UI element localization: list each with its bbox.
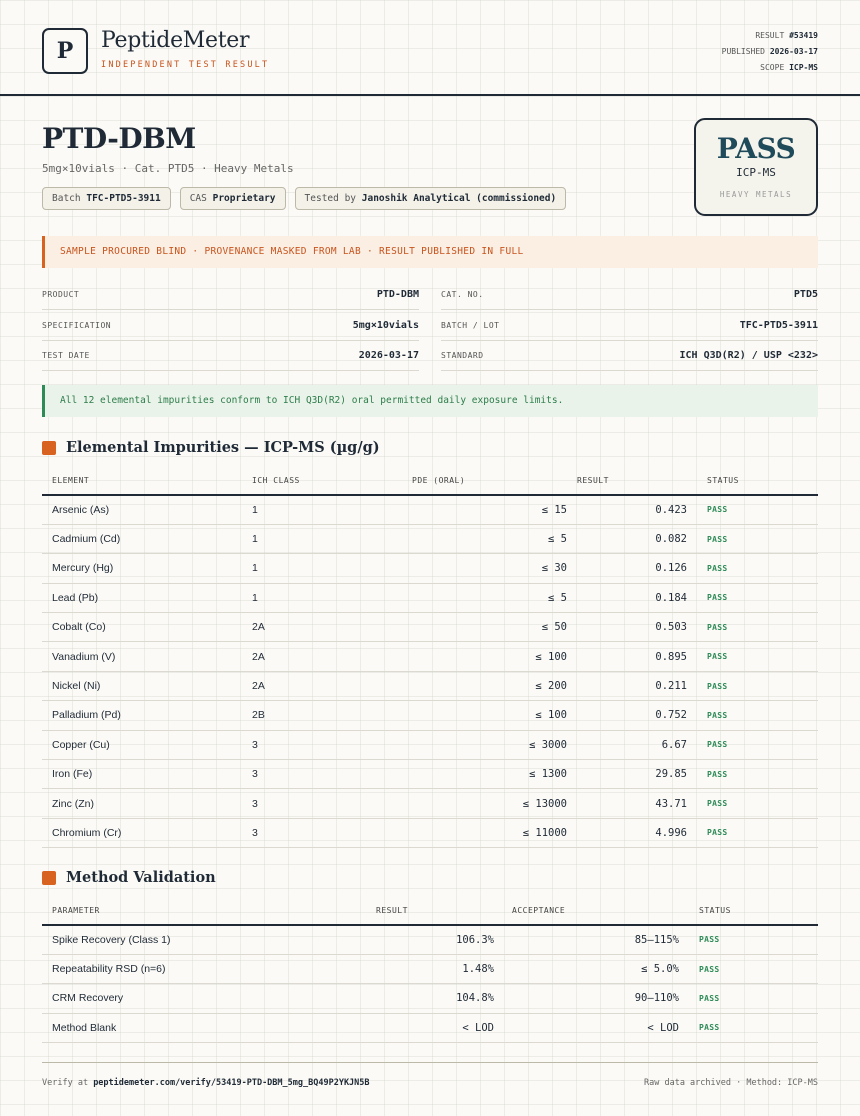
acceptance-cell: 85–115% bbox=[494, 925, 679, 954]
table-row bbox=[42, 583, 818, 612]
status-cell: PASS bbox=[687, 730, 818, 759]
validation-heading bbox=[42, 869, 216, 886]
pass-badge bbox=[694, 118, 818, 216]
detail-label: CAT. NO. bbox=[441, 290, 484, 299]
result-cell: 106.3% bbox=[364, 925, 494, 954]
parameter-cell: Method Blank bbox=[42, 1013, 364, 1042]
table-row bbox=[42, 1013, 818, 1042]
result-cell: 29.85 bbox=[567, 760, 687, 789]
section-title: Elemental Impurities — ICP-MS (µg/g) bbox=[66, 439, 380, 456]
element-cell: Mercury (Hg) bbox=[42, 554, 242, 583]
result-cell: 43.71 bbox=[567, 789, 687, 818]
acceptance-cell: ≤ 5.0% bbox=[494, 954, 679, 983]
pde-cell: ≤ 1300 bbox=[402, 760, 567, 789]
table-header-row bbox=[42, 896, 818, 925]
table-row bbox=[42, 789, 818, 818]
ich-class-cell: 2B bbox=[242, 701, 402, 730]
scope-value: ICP-MS bbox=[789, 63, 818, 72]
result-cell: 4.996 bbox=[567, 818, 687, 847]
section-marker-icon bbox=[42, 441, 56, 455]
conformance-banner: All 12 elemental impurities conform to ICH Q3D(R2) oral permitted daily exposure limits. bbox=[42, 385, 818, 417]
detail-value: PTD5 bbox=[793, 289, 818, 300]
detail-batch-lot bbox=[441, 311, 818, 341]
result-cell: 0.184 bbox=[567, 583, 687, 612]
element-cell: Palladium (Pd) bbox=[42, 701, 242, 730]
detail-value: ICH Q3D(R2) / USP <232> bbox=[679, 350, 818, 361]
pde-cell: ≤ 100 bbox=[402, 642, 567, 671]
table-row bbox=[42, 730, 818, 759]
element-cell: Vanadium (V) bbox=[42, 642, 242, 671]
detail-value: 5mg×10vials bbox=[352, 320, 419, 331]
table-row bbox=[42, 818, 818, 847]
status-cell: PASS bbox=[687, 671, 818, 700]
detail-label: SPECIFICATION bbox=[42, 321, 112, 330]
published-date: 2026-03-17 bbox=[769, 47, 818, 56]
parameter-cell: Repeatability RSD (n=6) bbox=[42, 954, 364, 983]
impurities-heading bbox=[42, 439, 380, 456]
detail-label: PRODUCT bbox=[42, 290, 80, 299]
pde-cell: ≤ 3000 bbox=[402, 730, 567, 759]
brand-tagline: INDEPENDENT TEST RESULT bbox=[101, 60, 270, 70]
column-header: RESULT bbox=[364, 896, 494, 925]
status-cell: PASS bbox=[679, 925, 818, 954]
result-cell: 0.752 bbox=[567, 701, 687, 730]
verify-line bbox=[42, 1078, 370, 1088]
chip-value: Proprietary bbox=[212, 193, 276, 204]
validation-table bbox=[42, 896, 818, 1043]
column-header: ELEMENT bbox=[42, 466, 242, 495]
table-row bbox=[42, 671, 818, 700]
acceptance-cell: < LOD bbox=[494, 1013, 679, 1042]
brand-name: PeptideMeter bbox=[101, 28, 250, 53]
pde-cell: ≤ 11000 bbox=[402, 818, 567, 847]
verify-link[interactable]: peptidemeter.com/verify/53419-PTD-DBM_5mg_BQ49P2YKJN5B bbox=[93, 1078, 370, 1088]
element-cell: Lead (Pb) bbox=[42, 583, 242, 612]
cas-chip bbox=[180, 187, 286, 210]
result-cell: 0.126 bbox=[567, 554, 687, 583]
status-cell: PASS bbox=[687, 789, 818, 818]
report-meta bbox=[722, 28, 818, 76]
pde-cell: ≤ 13000 bbox=[402, 789, 567, 818]
ich-class-cell: 2A bbox=[242, 671, 402, 700]
pde-cell: ≤ 15 bbox=[402, 495, 567, 524]
status-cell: PASS bbox=[687, 613, 818, 642]
result-cell: 0.082 bbox=[567, 524, 687, 553]
column-header: STATUS bbox=[679, 896, 818, 925]
status-cell: PASS bbox=[687, 583, 818, 612]
column-header: RESULT bbox=[567, 466, 687, 495]
element-cell: Cobalt (Co) bbox=[42, 613, 242, 642]
page-title: PTD-DBM bbox=[42, 122, 196, 155]
pde-cell: ≤ 200 bbox=[402, 671, 567, 700]
column-header: STATUS bbox=[687, 466, 818, 495]
badge-scope: HEAVY METALS bbox=[719, 190, 793, 199]
result-cell: 0.211 bbox=[567, 671, 687, 700]
chip-label: Tested by bbox=[304, 193, 357, 204]
logo-icon: P bbox=[42, 28, 88, 74]
ich-class-cell: 1 bbox=[242, 495, 402, 524]
pde-cell: ≤ 30 bbox=[402, 554, 567, 583]
ich-class-cell: 2A bbox=[242, 642, 402, 671]
table-row bbox=[42, 524, 818, 553]
result-cell: 6.67 bbox=[567, 730, 687, 759]
table-row bbox=[42, 760, 818, 789]
batch-chip bbox=[42, 187, 171, 210]
product-subtitle: 5mg×10vials · Cat. PTD5 · Heavy Metals bbox=[42, 162, 294, 175]
chip-value: Janoshik Analytical (commissioned) bbox=[361, 193, 557, 204]
badge-method: ICP-MS bbox=[736, 166, 776, 179]
chip-label: CAS bbox=[189, 193, 207, 204]
page-footer bbox=[42, 1062, 818, 1088]
element-cell: Copper (Cu) bbox=[42, 730, 242, 759]
status-cell: PASS bbox=[687, 818, 818, 847]
status-cell: PASS bbox=[679, 1013, 818, 1042]
ich-class-cell: 3 bbox=[242, 760, 402, 789]
status-cell: PASS bbox=[687, 524, 818, 553]
result-cell: 0.503 bbox=[567, 613, 687, 642]
impurities-table bbox=[42, 466, 818, 848]
result-number: #53419 bbox=[789, 31, 818, 40]
element-cell: Cadmium (Cd) bbox=[42, 524, 242, 553]
ich-class-cell: 3 bbox=[242, 818, 402, 847]
ich-class-cell: 1 bbox=[242, 554, 402, 583]
element-cell: Chromium (Cr) bbox=[42, 818, 242, 847]
acceptance-cell: 90–110% bbox=[494, 984, 679, 1013]
result-cell: 1.48% bbox=[364, 954, 494, 983]
status-cell: PASS bbox=[687, 642, 818, 671]
section-title: Method Validation bbox=[66, 869, 216, 886]
page-header bbox=[0, 0, 860, 96]
detail-label: TEST DATE bbox=[42, 351, 90, 360]
parameter-cell: CRM Recovery bbox=[42, 984, 364, 1013]
ich-class-cell: 1 bbox=[242, 583, 402, 612]
column-header: PARAMETER bbox=[42, 896, 364, 925]
tested-by-chip bbox=[295, 187, 567, 210]
status-cell: PASS bbox=[679, 954, 818, 983]
status-cell: PASS bbox=[687, 495, 818, 524]
result-cell: 104.8% bbox=[364, 984, 494, 1013]
result-cell: 0.895 bbox=[567, 642, 687, 671]
scope-label: SCOPE bbox=[760, 63, 785, 72]
verify-label: Verify at bbox=[42, 1078, 89, 1088]
table-row bbox=[42, 554, 818, 583]
badge-verdict: PASS bbox=[716, 132, 796, 165]
status-cell: PASS bbox=[679, 984, 818, 1013]
table-row bbox=[42, 701, 818, 730]
chip-value: TFC-PTD5-3911 bbox=[86, 193, 161, 204]
result-cell: < LOD bbox=[364, 1013, 494, 1042]
column-header: ICH CLASS bbox=[242, 466, 402, 495]
table-row bbox=[42, 642, 818, 671]
detail-cat-no bbox=[441, 280, 818, 310]
column-header: ACCEPTANCE bbox=[494, 896, 679, 925]
pde-cell: ≤ 5 bbox=[402, 524, 567, 553]
result-cell: 0.423 bbox=[567, 495, 687, 524]
pde-cell: ≤ 100 bbox=[402, 701, 567, 730]
detail-test-date bbox=[42, 341, 419, 371]
detail-standard bbox=[441, 341, 818, 371]
table-row bbox=[42, 613, 818, 642]
status-cell: PASS bbox=[687, 554, 818, 583]
chip-row bbox=[42, 187, 566, 210]
ich-class-cell: 3 bbox=[242, 730, 402, 759]
detail-value: PTD-DBM bbox=[376, 289, 419, 300]
archive-note: Raw data archived · Method: ICP-MS bbox=[644, 1078, 818, 1088]
section-marker-icon bbox=[42, 871, 56, 885]
ich-class-cell: 1 bbox=[242, 524, 402, 553]
element-cell: Arsenic (As) bbox=[42, 495, 242, 524]
table-row bbox=[42, 984, 818, 1013]
element-cell: Iron (Fe) bbox=[42, 760, 242, 789]
pde-cell: ≤ 50 bbox=[402, 613, 567, 642]
pde-cell: ≤ 5 bbox=[402, 583, 567, 612]
published-label: PUBLISHED bbox=[721, 47, 765, 56]
table-header-row bbox=[42, 466, 818, 495]
column-header: PDE (ORAL) bbox=[402, 466, 567, 495]
table-row bbox=[42, 495, 818, 524]
detail-specification bbox=[42, 311, 419, 341]
status-cell: PASS bbox=[687, 701, 818, 730]
detail-value: 2026-03-17 bbox=[358, 350, 419, 361]
detail-value: TFC-PTD5-3911 bbox=[739, 320, 818, 331]
status-cell: PASS bbox=[687, 760, 818, 789]
chip-label: Batch bbox=[52, 193, 81, 204]
detail-label: STANDARD bbox=[441, 351, 484, 360]
result-label: RESULT bbox=[755, 31, 785, 40]
table-row bbox=[42, 925, 818, 954]
element-cell: Zinc (Zn) bbox=[42, 789, 242, 818]
ich-class-cell: 3 bbox=[242, 789, 402, 818]
table-row bbox=[42, 954, 818, 983]
ich-class-cell: 2A bbox=[242, 613, 402, 642]
detail-label: BATCH / LOT bbox=[441, 321, 500, 330]
detail-product bbox=[42, 280, 419, 310]
element-cell: Nickel (Ni) bbox=[42, 671, 242, 700]
parameter-cell: Spike Recovery (Class 1) bbox=[42, 925, 364, 954]
procurement-notice: SAMPLE PROCURED BLIND · PROVENANCE MASKED FROM LAB · RESULT PUBLISHED IN FULL bbox=[42, 236, 818, 268]
